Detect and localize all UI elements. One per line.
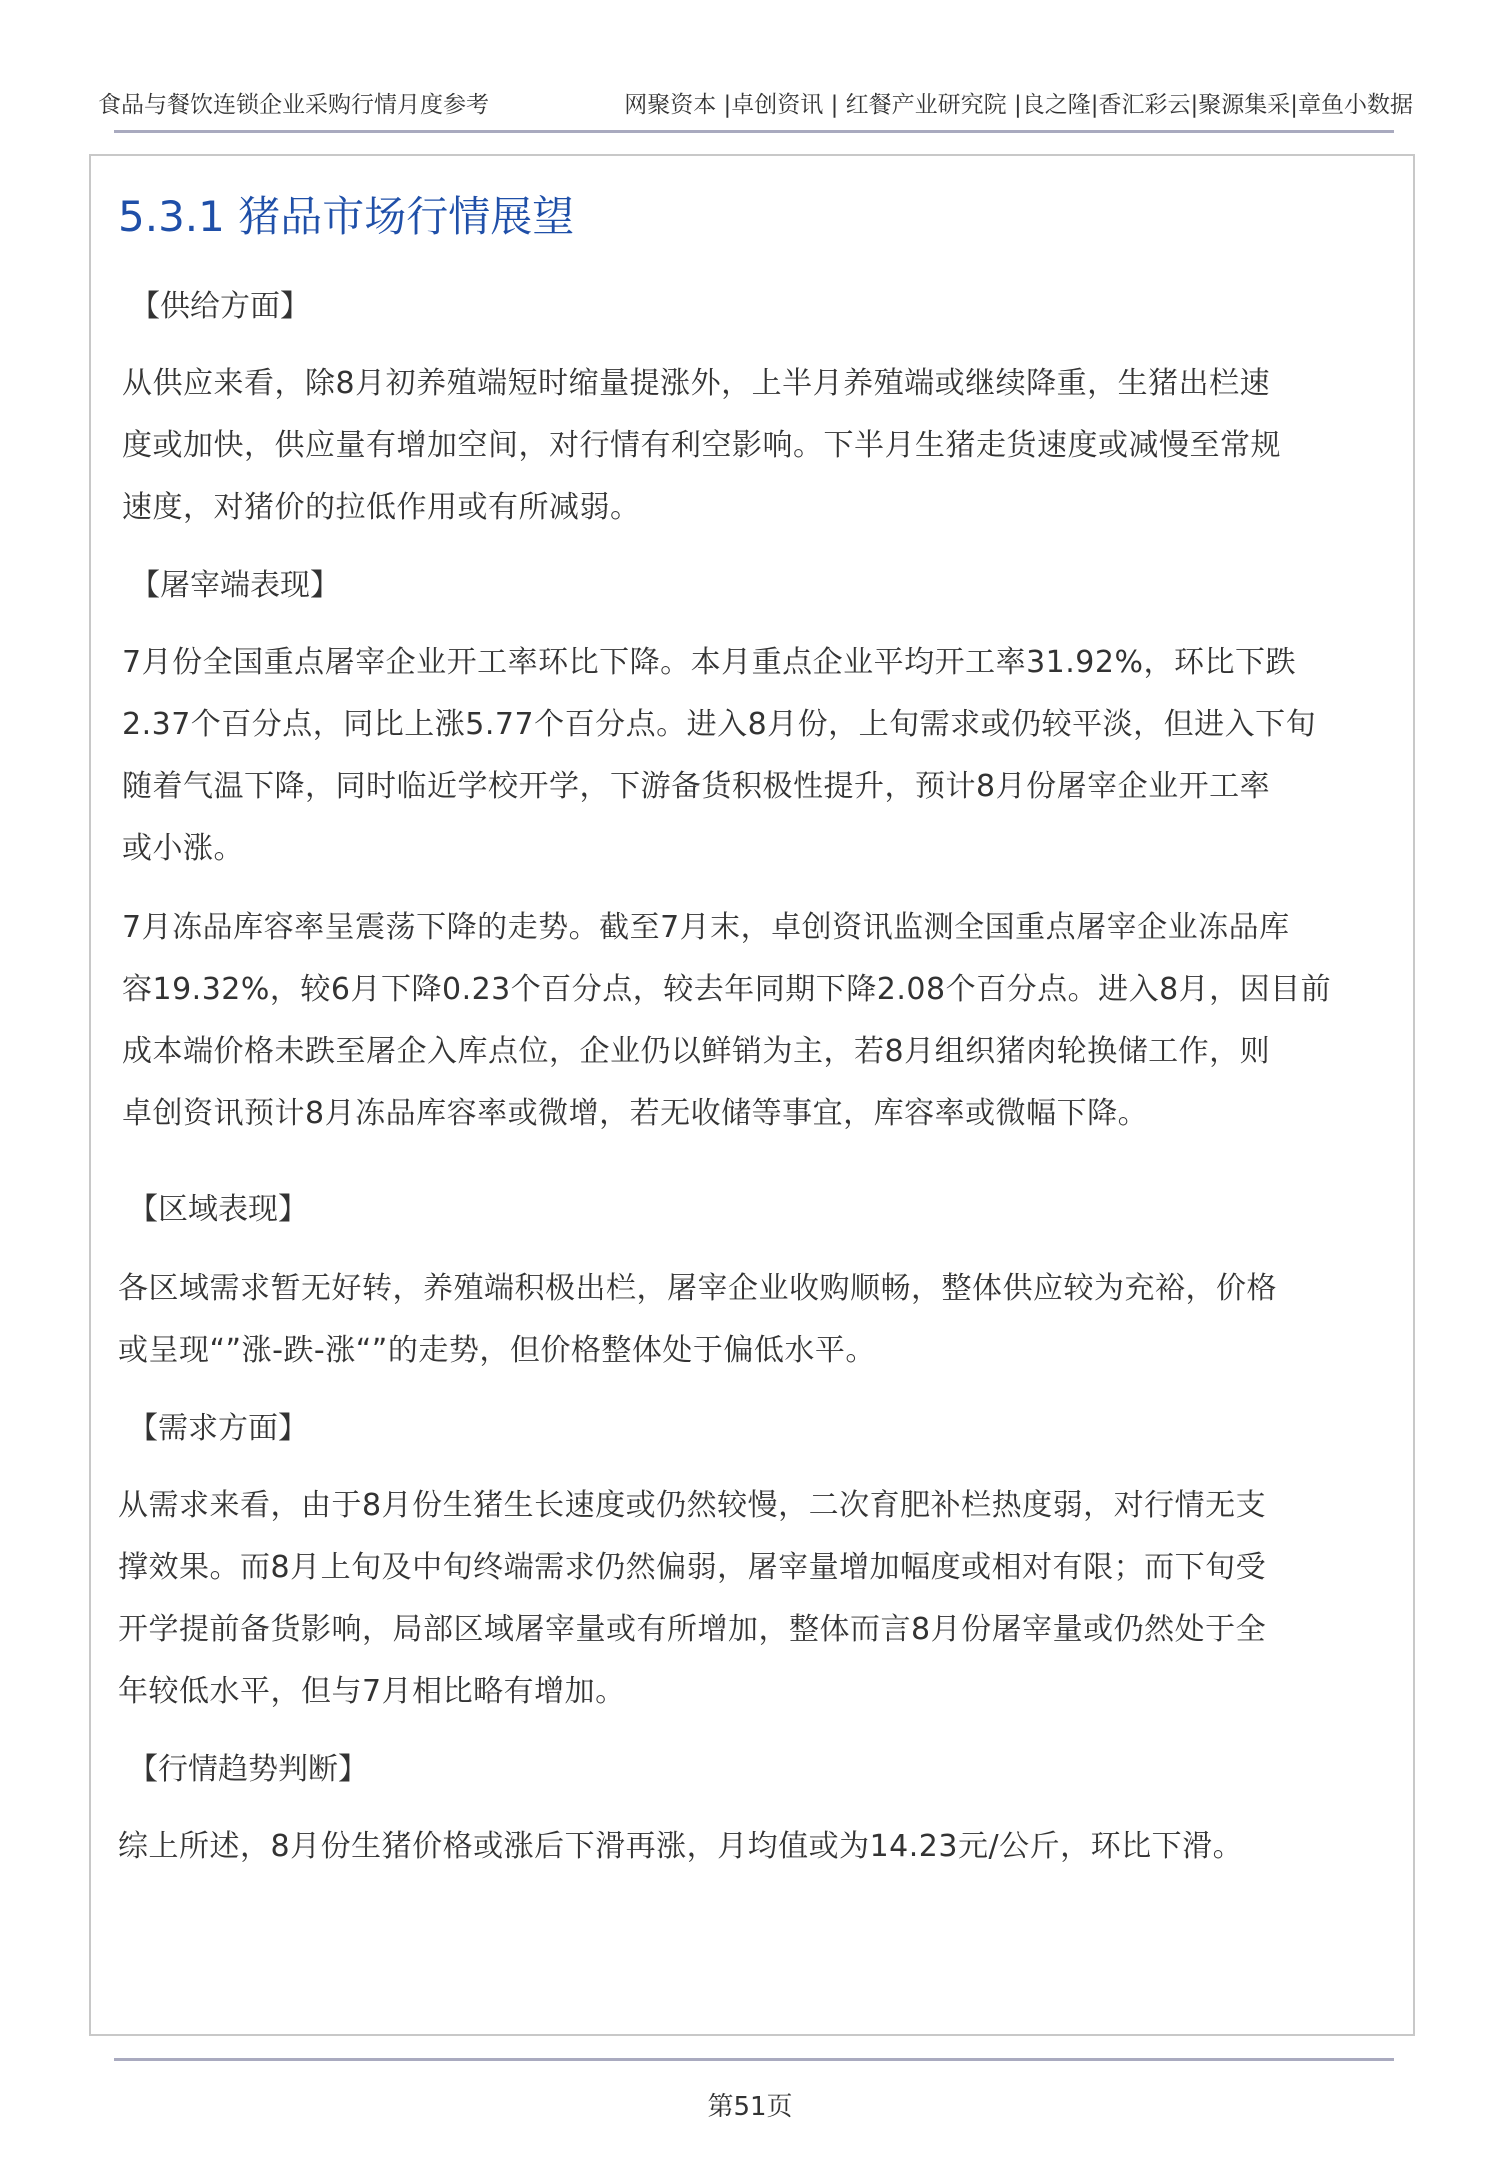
footer-divider xyxy=(114,2058,1394,2061)
paragraph-line: 2.37个百分点，同比上涨5.77个百分点。进入8月份，上旬需求或仍较平淡，但进入下旬 xyxy=(122,707,1317,742)
demand-paragraph xyxy=(118,1475,1408,1723)
slaughter-label: 【屠宰端表现】 xyxy=(130,568,340,603)
header-report-title: 食品与餐饮连锁企业采购行情月度参考 xyxy=(98,91,489,118)
paragraph-line: 综上所述，8月份生猪价格或涨后下滑再涨，月均值或为14.23元/公斤，环比下滑。 xyxy=(118,1829,1244,1864)
slaughter-paragraph-1 xyxy=(122,632,1402,880)
paragraph-line: 7月冻品库容率呈震荡下降的走势。截至7月末，卓创资讯监测全国重点屠宰企业冻品库 xyxy=(122,910,1290,945)
paragraph-line: 或小涨。 xyxy=(122,831,244,866)
paragraph-line: 卓创资讯预计8月冻品库容率或微增，若无收储等事宜，库容率或微幅下降。 xyxy=(122,1096,1149,1131)
section-title: 5.3.1 猪品市场行情展望 xyxy=(118,192,575,241)
header-divider xyxy=(114,130,1394,133)
page-number: 第51页 xyxy=(707,2092,793,2122)
paragraph-line: 开学提前备货影响，局部区域屠宰量或有所增加，整体而言8月份屠宰量或仍然处于全 xyxy=(118,1612,1267,1647)
paragraph-line: 年较低水平，但与7月相比略有增加。 xyxy=(118,1674,626,1709)
paragraph-line: 速度，对猪价的拉低作用或有所减弱。 xyxy=(122,490,641,525)
slaughter-paragraph-2 xyxy=(122,897,1402,1145)
paragraph-line: 从需求来看，由于8月份生猪生长速度或仍然较慢，二次育肥补栏热度弱，对行情无支 xyxy=(118,1488,1267,1523)
supply-label: 【供给方面】 xyxy=(130,289,310,324)
header-sources: 网聚资本 |卓创资讯 | 红餐产业研究院 |良之隆|香汇彩云|聚源集采|章鱼小数据 xyxy=(624,91,1413,118)
supply-paragraph xyxy=(122,353,1402,539)
paragraph-line: 随着气温下降，同时临近学校开学，下游备货积极性提升，预计8月份屠宰企业开工率 xyxy=(122,769,1271,804)
paragraph-line: 撑效果。而8月上旬及中旬终端需求仍然偏弱，屠宰量增加幅度或相对有限；而下旬受 xyxy=(118,1550,1267,1585)
region-paragraph xyxy=(118,1258,1408,1382)
paragraph-line: 或呈现“”涨-跌-涨“”的走势，但价格整体处于偏低水平。 xyxy=(118,1333,876,1368)
demand-label: 【需求方面】 xyxy=(128,1411,308,1446)
paragraph-line: 成本端价格未跌至屠企入库点位，企业仍以鲜销为主，若8月组织猪肉轮换储工作，则 xyxy=(122,1034,1271,1069)
trend-paragraph xyxy=(118,1816,1408,1878)
page-header xyxy=(98,82,1413,122)
paragraph-line: 各区域需求暂无好转，养殖端积极出栏，屠宰企业收购顺畅，整体供应较为充裕，价格 xyxy=(118,1271,1277,1306)
trend-label: 【行情趋势判断】 xyxy=(128,1752,368,1787)
region-label: 【区域表现】 xyxy=(128,1192,308,1227)
paragraph-line: 从供应来看，除8月初养殖端短时缩量提涨外，上半月养殖端或继续降重，生猪出栏速 xyxy=(122,366,1271,401)
paragraph-line: 度或加快，供应量有增加空间，对行情有利空影响。下半月生猪走货速度或减慢至常规 xyxy=(122,428,1281,463)
paragraph-line: 容19.32%，较6月下降0.23个百分点，较去年同期下降2.08个百分点。进入8月，因目前 xyxy=(122,972,1332,1007)
paragraph-line: 7月份全国重点屠宰企业开工率环比下降。本月重点企业平均开工率31.92%，环比下跌 xyxy=(122,645,1296,680)
